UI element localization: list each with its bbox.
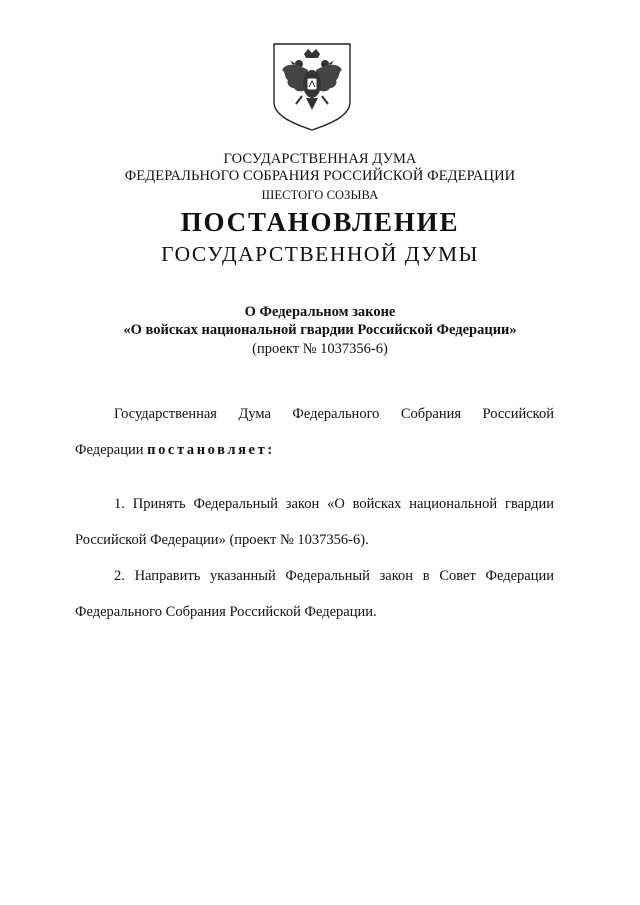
russian-coat-of-arms-icon (268, 40, 356, 132)
preamble-line-2 (75, 442, 554, 459)
org-line-2: ФЕДЕРАЛЬНОГО СОБРАНИЯ РОССИЙСКОЙ ФЕДЕРАЦИИ (124, 168, 516, 184)
document-issuer-title: ГОСУДАРСТВЕННОЙ ДУМЫ (161, 242, 479, 266)
item-2-line-2: Федерального Собрания Российской Федерации. (75, 604, 377, 620)
convocation-line: ШЕСТОГО СОЗЫВА (261, 188, 379, 202)
preamble-start: Федерации (75, 442, 148, 458)
decree-word: постановляет: (147, 442, 275, 458)
document-type-title: ПОСТАНОВЛЕНИЕ (180, 207, 460, 237)
subject-line-1: О Федеральном законе (244, 304, 396, 320)
subject-line-2: «О войсках национальной гвардии Российской Федерации» (123, 322, 517, 338)
item-2-line-1: 2. Направить указанный Федеральный закон в Совет Федерации (114, 568, 554, 584)
preamble-line-1: Государственная Дума Федерального Собрания Российской (114, 406, 554, 422)
subject-line-3: (проект № 1037356-6) (252, 341, 388, 357)
item-1-line-1: 1. Принять Федеральный закон «О войсках национальной гвардии (114, 496, 554, 512)
org-line-1: ГОСУДАРСТВЕННАЯ ДУМА (223, 151, 417, 167)
item-1-line-2: Российской Федерации» (проект № 1037356-6). (75, 532, 369, 548)
